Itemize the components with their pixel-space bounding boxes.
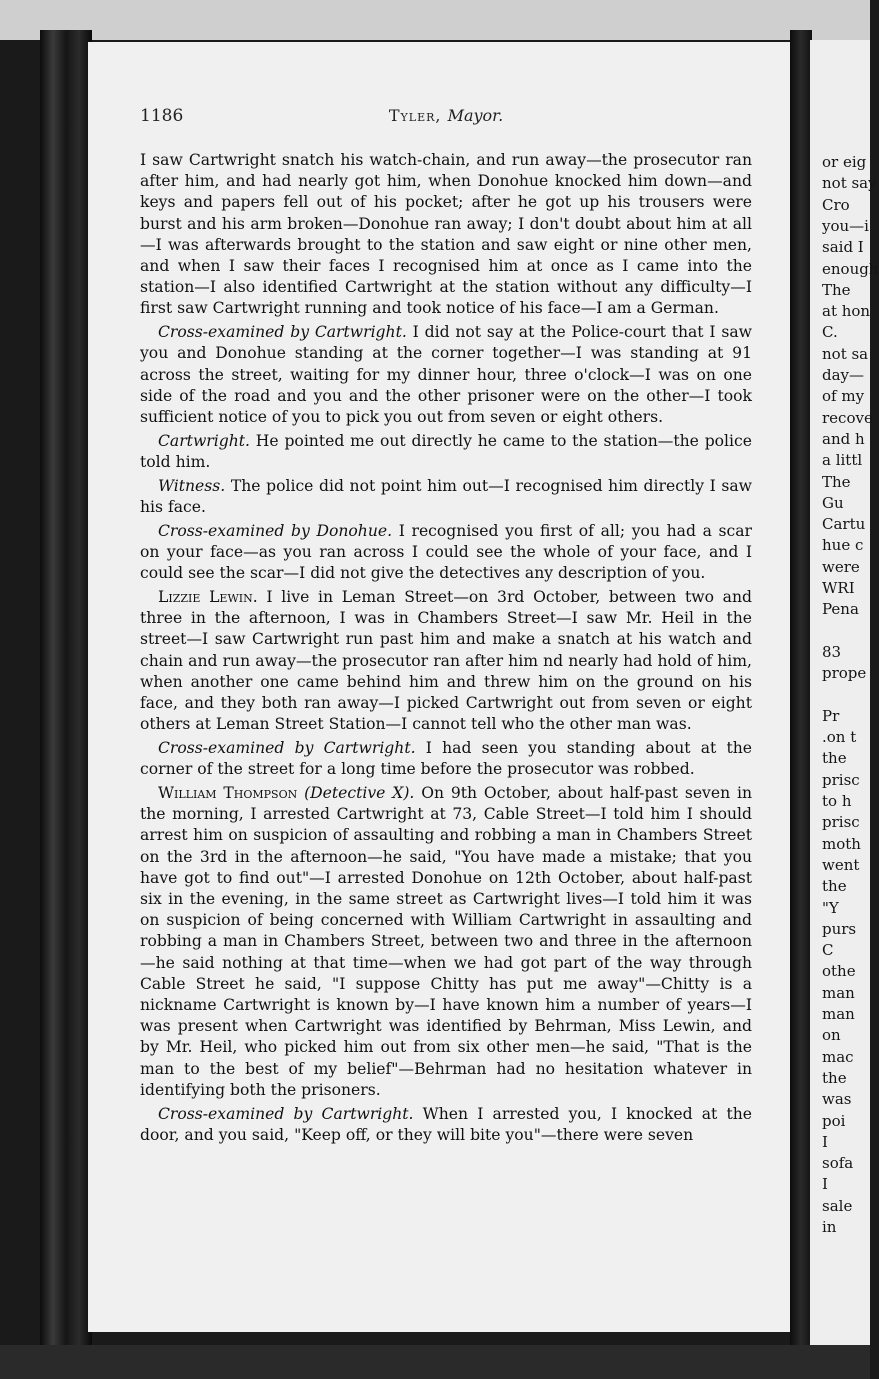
facing-page-line: C — [822, 941, 834, 960]
facing-page-line: were — [822, 557, 860, 576]
facing-page-line: C. — [822, 323, 838, 342]
paragraph-text: I recognised you first of all; you had a scar on your face—as you ran across I could see the whole of your face, and I could see the scar—I did not give the detectives any description of you. — [140, 521, 753, 583]
facing-page-line: not sa — [822, 344, 869, 363]
facing-page-line: went — [822, 855, 860, 874]
paragraph — [140, 587, 752, 735]
facing-page-line: man — [822, 1005, 855, 1023]
facing-page-line: hue c — [822, 536, 864, 555]
facing-page-line: man — [822, 983, 855, 1002]
running-head-name: Tyler, — [388, 106, 442, 125]
facing-page-line: Pr — [822, 706, 840, 725]
facing-page-line: said I — [822, 238, 864, 257]
facing-page-line: 83 — [822, 642, 842, 661]
facing-page-line: enough — [822, 259, 879, 278]
page-text — [140, 150, 752, 1149]
facing-page-line: a littl — [822, 451, 863, 470]
book-gutter — [790, 30, 812, 1355]
paragraph — [140, 738, 752, 780]
witness-note: (Detective X). — [297, 784, 415, 803]
paragraph-lead: Cross-examined by Donohue. — [158, 521, 393, 540]
witness-name: Lizzie Lewin. — [158, 588, 258, 607]
facing-page-line: in — [822, 1218, 837, 1236]
facing-page-line: purs — [822, 919, 857, 938]
paragraph — [140, 476, 752, 518]
facing-page-line: you—i — [822, 216, 869, 235]
facing-page-line: moth — [822, 834, 861, 853]
paragraph-text: I did not say at the Police-court that I saw you and Donohue standing at the corner together—I was standing at 91 across the street, waiting for my dinner hour, three o'clock—I was on one side of the road and you and the other prisoner were on the other—I took sufficient notice of you to pick you out from seven or eight others. — [140, 323, 752, 427]
scan-background-top — [0, 0, 870, 40]
facing-page-line: I — [822, 1132, 828, 1151]
page-number: 1186 — [140, 106, 184, 126]
paragraph — [140, 322, 752, 428]
facing-page-line: to h — [822, 792, 852, 810]
facing-page-line: WRI — [822, 579, 855, 597]
paragraph — [140, 150, 752, 320]
paragraph-text: He pointed me out directly he came to the station—the police told him. — [140, 431, 752, 472]
facing-page-line: the — [822, 877, 847, 896]
scan-background-bottom — [0, 1345, 870, 1379]
paragraph-text: When I arrested you, I knocked at the door, and you said, "Keep off, or they will bite you"—there were seven — [140, 1104, 752, 1144]
paragraph-text: I had seen you standing about at the corner of the street for a long time before the prosecutor was robbed. — [140, 739, 752, 779]
paragraph-text: I live in Leman Street—on 3rd October, between two and three in the afternoon, I was in Chambers Street—I saw Mr. Heil in the street—I saw Cartwright run past him and make a snatch at his watch and chain and run away—the prosecutor ran after him nd nearly had hold of him, when another one came behind him and threw him on the ground on his face, and they both ran away—I picked Cartwright out from seven or eight others at Leman Street Station—I cannot tell who the other man was. — [140, 588, 753, 734]
paragraph-lead: Cross-examined by Cartwright. — [158, 323, 407, 342]
paragraph-lead: Cross-examined by Cartwright. — [158, 739, 416, 758]
paragraph-text: The police did not point him out—I recognised him directly I saw his face. — [140, 476, 752, 517]
facing-page-line: .on t — [822, 728, 857, 747]
facing-page-line: prope — [822, 664, 867, 683]
facing-page-line: poi — [822, 1111, 846, 1130]
facing-page-line: of my — [822, 387, 865, 406]
paragraph-lead: Cartwright. — [158, 431, 250, 450]
facing-page-line: on — [822, 1026, 841, 1045]
paragraph — [140, 783, 752, 1101]
paragraph — [140, 521, 752, 585]
witness-name: William Thompson — [158, 784, 298, 803]
facing-page-line: "Y — [822, 898, 839, 917]
facing-page-line: Pena — [822, 600, 859, 619]
facing-page-line: the — [822, 749, 847, 768]
paragraph-lead: Cross-examined by Cartwright. — [158, 1104, 414, 1123]
facing-page — [810, 40, 879, 1345]
facing-page-line: mac — [822, 1047, 854, 1066]
book-binding-left — [40, 30, 92, 1350]
facing-page-line: sofa — [822, 1154, 854, 1173]
facing-page-line: sale — [822, 1196, 853, 1215]
facing-page-line: the — [822, 1068, 847, 1087]
facing-page-line: at hon — [822, 302, 871, 321]
facing-page-line: was — [822, 1090, 852, 1109]
facing-page-line: Cartu — [822, 515, 866, 534]
facing-page-line: prisc — [822, 813, 860, 832]
running-head-title: Mayor. — [447, 106, 504, 125]
facing-page-line: I — [822, 1175, 828, 1194]
page-header — [140, 106, 752, 132]
running-head — [140, 106, 752, 125]
facing-page-line: or eig — [822, 153, 867, 171]
facing-page-line: The — [822, 472, 851, 491]
facing-page-line: Cro — [822, 195, 850, 214]
facing-page-line: prisc — [822, 770, 860, 789]
facing-page-line: not say — [822, 174, 877, 193]
facing-page-line: Gu — [822, 493, 844, 512]
paragraph-text: I saw Cartwright snatch his watch-chain, and run away—the prosecutor ran after him, and had nearly got him, when Donohue knocked him down—and keys and papers fell out of his pocket; after he got up his trousers were burst and his arm broken—Donohue ran away; I don't doubt about him at all—I was afterwards brought to the station and saw eight or nine other men, and when I saw their faces I recognised him at once as I came into the station—I also identified Cartwright at the station without any difficulty—I first saw Cartwright running and took notice of his face—I am a German. — [140, 151, 752, 318]
facing-page-line: day— — [822, 366, 865, 384]
paragraph — [140, 431, 752, 473]
paragraph-lead: Witness. — [158, 476, 226, 495]
paragraph-text: On 9th October, about half-past seven in the morning, I arrested Cartwright at 73, Cable Street—I told him I should arrest him on suspicion of assaulting and robbing a man in Chambers Street on the 3rd in the afternoon—he said, "You have made a mistake; that you have got to find out"—I arrested Donohue on 12th October, about half-past six in the evening, in the same street as Cartwright lives—I told him it was on suspicion of being concerned with William Cartwright in assaulting and robbing a man in Chambers Street, between two and three in the afternoon—he said nothing at that time—when we had got part of the way through Cable Street he said, "I suppose Chitty has put me away"—Chitty is a nickname Cartwright is known by—I have known him a number of years—I was present when Cartwright was identified by Behrman, Miss Lewin, and by Mr. Heil, who picked him out from six other men—he said, "That is the man to the best of my belief"—Behrman had no hesitation whatever in identifying both the prisoners. — [140, 784, 753, 1099]
paragraph — [140, 1104, 752, 1146]
facing-page-line: recove — [822, 408, 873, 427]
facing-page-line: The — [822, 280, 851, 299]
facing-page-line: othe — [822, 962, 856, 981]
facing-page-line: and h — [822, 429, 865, 448]
